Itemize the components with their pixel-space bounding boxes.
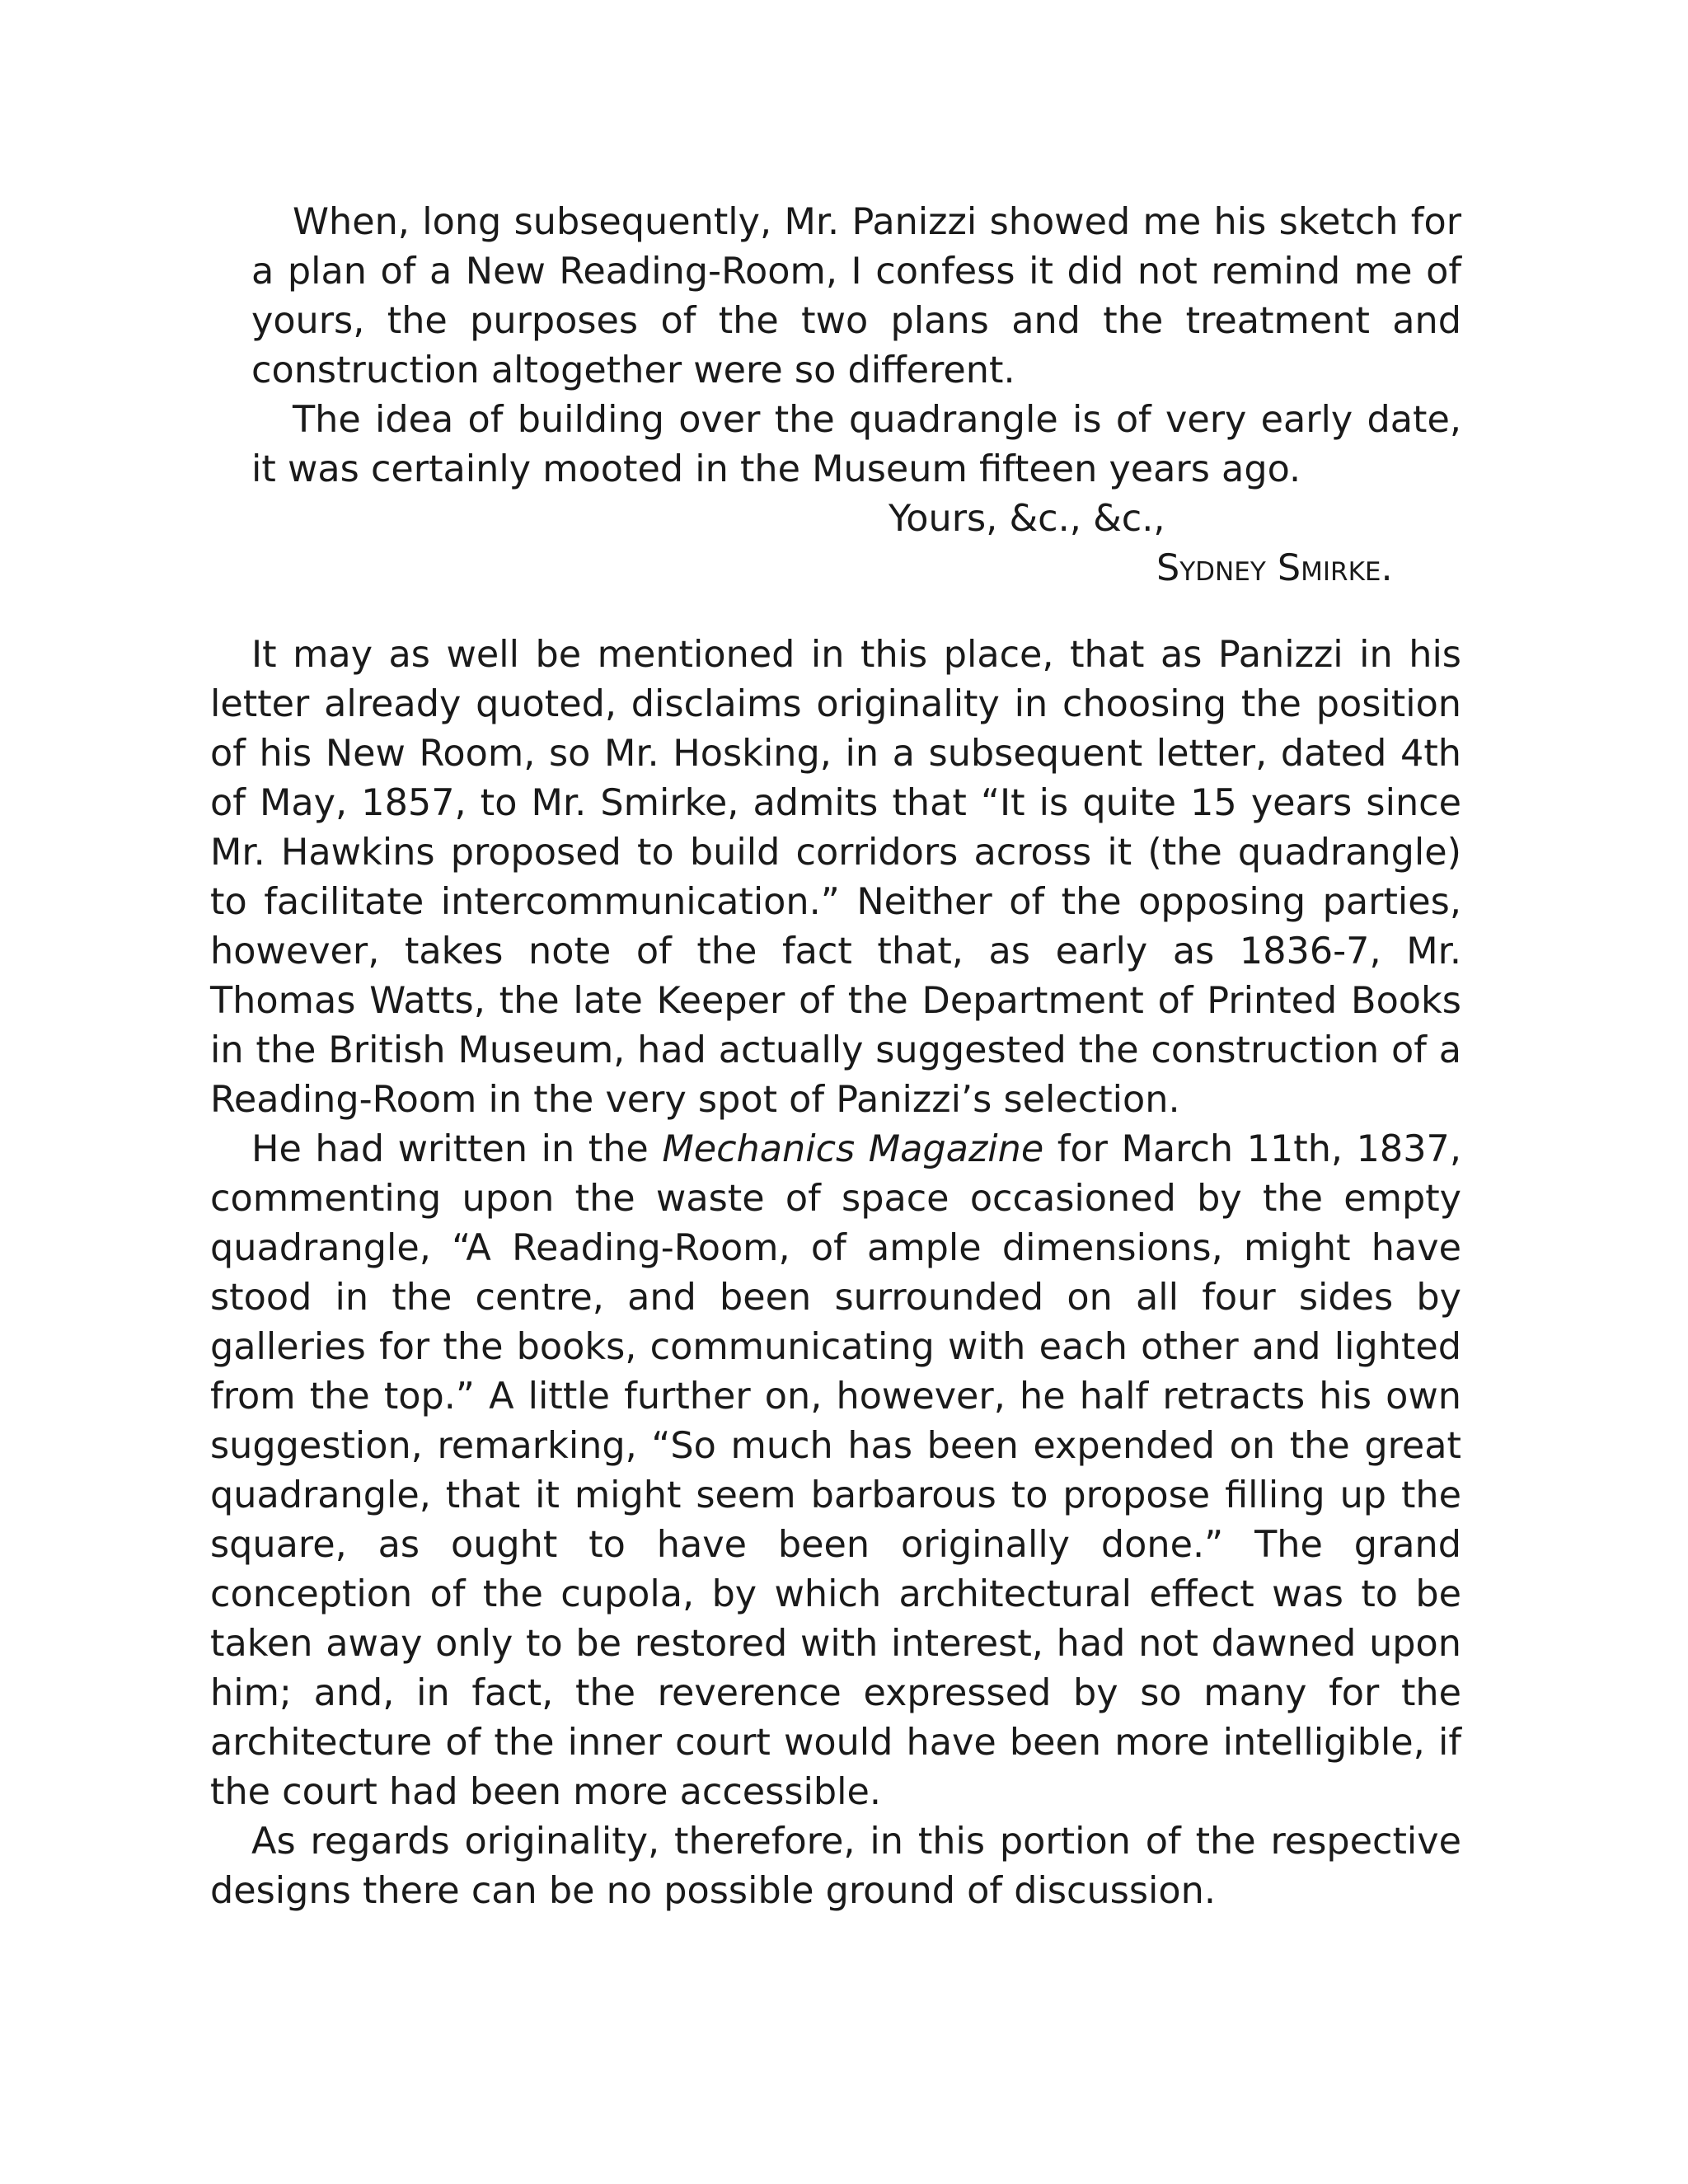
body-paragraph-2-opening: He had written in the [251,1128,663,1170]
body-text [210,630,1461,1916]
body-paragraph-2 [210,1125,1461,1817]
letter-signature: Sydney Smirke. [1156,547,1393,589]
publication-title: Mechanics Magazine [662,1128,1044,1170]
letter-paragraph-1: When, long subsequently, Mr. Panizzi showed me his sketch for a plan of a New Reading-Room, I confess it did not remind me of yours, the purposes of the two plans and the treatment and construction altogether were so different. [251,201,1461,391]
body-paragraph-1: It may as well be mentioned in this place, that as Panizzi in his letter already quoted, disclaims originality in choosing the position of his New Room, so Mr. Hosking, in a subsequent letter, dated 4th of May, 1857, to Mr. Smirke, admits that “It is quite 15 years since Mr. Hawkins proposed to build corridors across it (the quadrangle) to facilitate intercommunication.” Neither of the opposing parties, however, takes note of the fact that, as early as 1836-7, Mr. Thomas Watts, the late Keeper of the Department of Printed Books in the British Museum, had actually suggested the construction of a Reading-Room in the very spot of Panizzi’s selection. [210,634,1461,1121]
letter-excerpt [251,198,1461,593]
letter-closing: Yours, &c., &c., [889,498,1165,540]
body-paragraph-3: As regards originality, therefore, in this portion of the respective designs there can be no possible ground of discussion. [210,1821,1461,1912]
body-paragraph-2-continuation: for March 11th, 1837, commenting upon the waste of space occasioned by the empty quadrangle, “A Reading-Room, of ample dimensions, might have stood in the centre, and been surrounded on all four sides by galleries for the books, communicating with each other and lighted from the top.” A little further on, however, he half retracts his own suggestion, remarking, “So much has been expended on the great quadrangle, that it might seem barbarous to propose filling up the square, as ought to have been originally done.” The grand conception of the cupola, by which architectural effect was to be taken away only to be restored with interest, had not dawned upon him; and, in fact, the reverence expressed by so many for the architecture of the inner court would have been more intelligible, if the court had been more accessible. [210,1128,1461,1813]
letter-paragraph-2: The idea of building over the quadrangle is of very early date, it was certainly mooted in the Museum fifteen years ago. [251,399,1461,490]
